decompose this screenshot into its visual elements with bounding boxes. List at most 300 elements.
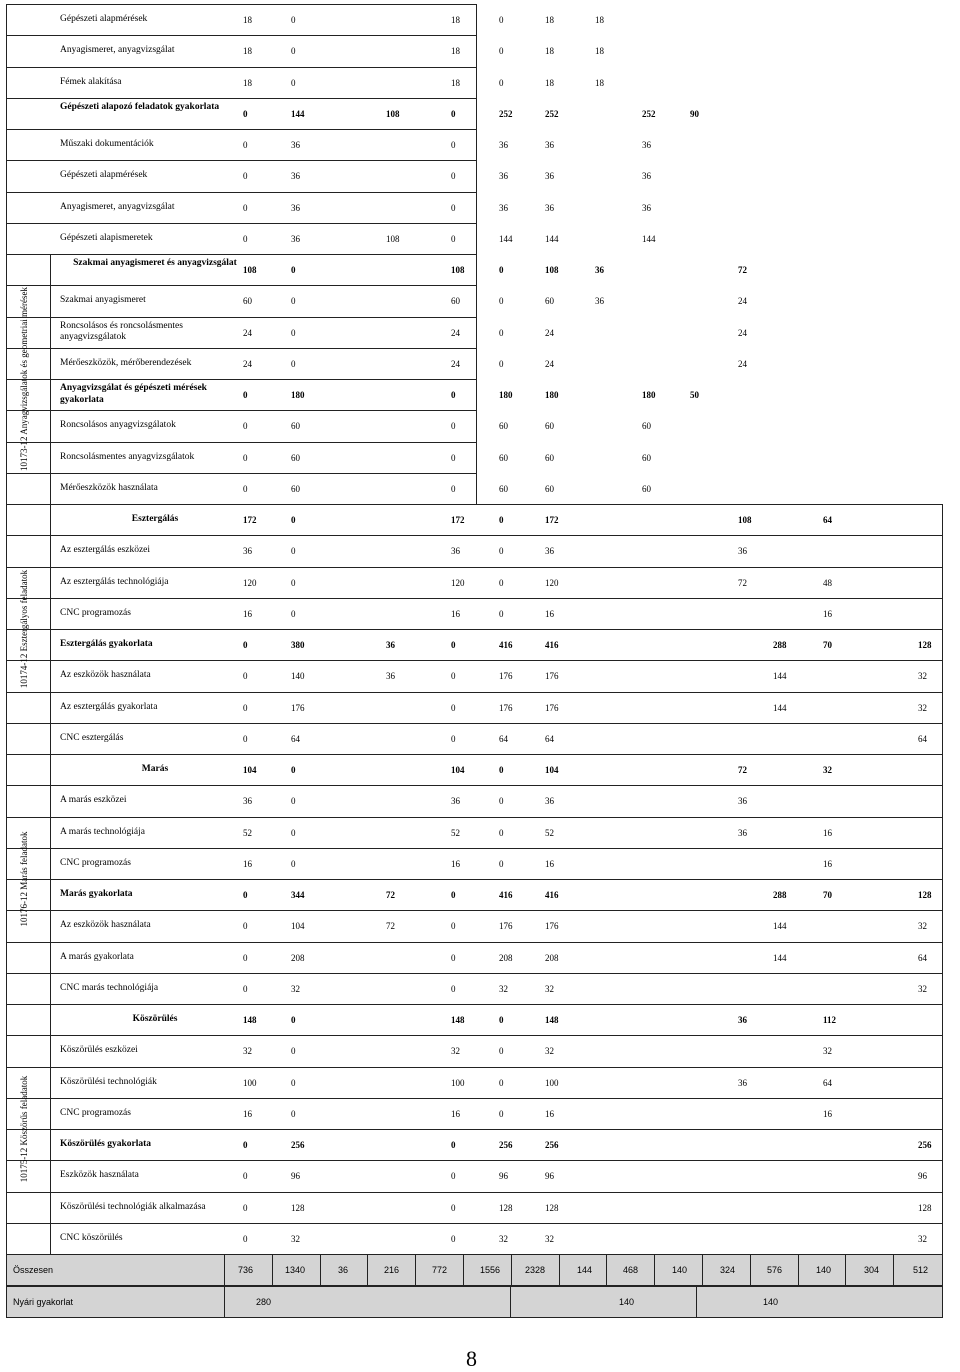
cell-value: 60: [545, 452, 554, 463]
cell-value: 32: [291, 1233, 300, 1244]
cell-value: 36: [738, 796, 747, 807]
cell-value: 0: [451, 702, 456, 713]
summary-value: 304: [864, 1265, 880, 1275]
summary-divider: [320, 1255, 321, 1285]
row-divider: [6, 535, 943, 536]
cell-value: 72: [386, 890, 395, 900]
row-label: A marás technológiája: [60, 826, 145, 837]
row-label: CNC köszörülés: [60, 1232, 123, 1243]
cell-value: 70: [823, 640, 832, 650]
group-divider: [50, 1004, 51, 1254]
row-label: CNC programozás: [60, 1107, 131, 1118]
cell-value: 256: [291, 1140, 305, 1150]
cell-value: 0: [451, 390, 456, 400]
cell-value: 36: [291, 202, 300, 213]
cell-value: 416: [499, 890, 513, 900]
row-divider: [6, 317, 476, 318]
cell-value: 256: [545, 1140, 559, 1150]
cell-value: 32: [918, 921, 927, 932]
summary-value: 576: [767, 1265, 783, 1275]
cell-value: 0: [451, 483, 456, 494]
cell-value: 0: [291, 77, 296, 88]
cell-value: 16: [451, 858, 460, 869]
cell-value: 36: [291, 171, 300, 182]
cell-value: 64: [545, 733, 554, 744]
cell-value: 16: [243, 608, 252, 619]
cell-value: 176: [499, 671, 513, 682]
cell-value: 144: [773, 921, 787, 932]
cell-value: 60: [499, 483, 508, 494]
cell-value: 0: [499, 46, 504, 57]
cell-value: 36: [642, 140, 651, 150]
cell-value: 416: [545, 890, 559, 900]
cell-value: 108: [545, 265, 559, 275]
cell-value: 0: [243, 1171, 248, 1182]
cell-value: 64: [499, 733, 508, 744]
cell-value: 108: [243, 265, 257, 275]
cell-value: 0: [291, 15, 296, 25]
cell-value: 0: [451, 952, 456, 963]
summary-divider: [750, 1255, 751, 1285]
summary-label: Összesen: [13, 1265, 54, 1275]
table-border-right-upper: [476, 4, 477, 504]
cell-value: 36: [642, 171, 651, 182]
cell-value: 0: [499, 515, 504, 525]
cell-value: 128: [499, 1202, 513, 1213]
group-divider: [50, 254, 51, 504]
cell-value: 60: [499, 452, 508, 463]
cell-value: 72: [738, 765, 747, 775]
cell-value: 72: [386, 921, 395, 932]
cell-value: 208: [545, 952, 559, 963]
cell-value: 18: [595, 77, 604, 88]
cell-value: 0: [243, 1202, 248, 1213]
cell-value: 144: [773, 671, 787, 682]
cell-value: 0: [499, 1015, 504, 1025]
cell-value: 36: [451, 796, 460, 807]
cell-value: 0: [291, 1108, 296, 1119]
row-label: Köszörülés gyakorlata: [60, 1139, 152, 1149]
cell-value: 36: [243, 796, 252, 807]
cell-value: 36: [386, 640, 395, 650]
cell-value: 0: [499, 77, 504, 88]
summary-value: 140: [816, 1265, 832, 1275]
cell-value: 0: [499, 1108, 504, 1119]
row-divider: [6, 348, 476, 349]
row-divider: [6, 910, 943, 911]
row-label: CNC programozás: [60, 607, 131, 618]
cell-value: 32: [499, 983, 508, 994]
summer-label: Nyári gyakorlat: [13, 1297, 74, 1307]
cell-value: 0: [291, 858, 296, 869]
row-label: Gépészeti alapozó feladatok gyakorlata: [60, 101, 220, 112]
cell-value: 0: [243, 640, 248, 650]
cell-value: 112: [823, 1015, 837, 1025]
cell-value: 18: [243, 46, 252, 57]
group-label-text: 10174-12 Esztergályos feladatok: [19, 569, 29, 689]
cell-value: 0: [243, 452, 248, 463]
cell-value: 24: [451, 358, 460, 369]
row-divider: [6, 754, 943, 755]
cell-value: 18: [595, 15, 604, 25]
cell-value: 96: [918, 1171, 927, 1182]
cell-value: 52: [451, 827, 460, 838]
cell-value: 96: [545, 1171, 554, 1182]
cell-value: 36: [738, 1015, 747, 1025]
row-divider: [6, 1129, 943, 1130]
row-divider: [6, 942, 943, 943]
group-label-text: 10176-12 Marás feladatok: [19, 831, 29, 927]
cell-value: 36: [499, 140, 508, 150]
cell-value: 0: [243, 140, 248, 150]
summary-value: 2328: [525, 1265, 546, 1275]
cell-value: 252: [642, 108, 656, 119]
row-divider: [6, 223, 476, 224]
cell-value: 172: [451, 515, 465, 525]
row-divider: [6, 1098, 943, 1099]
summary-row: [6, 1254, 943, 1286]
summary-divider: [845, 1255, 846, 1285]
cell-value: 60: [545, 483, 554, 494]
row-divider: [6, 1223, 943, 1224]
row-label: Az esztergálás technológiája: [60, 576, 169, 587]
row-label: Anyagvizsgálat és gépészeti mérések gyakorlata: [60, 383, 207, 405]
cell-value: 32: [823, 765, 832, 775]
row-label: Köszörülés: [132, 1014, 178, 1024]
row-label: Marás: [141, 764, 169, 774]
cell-value: 0: [451, 640, 456, 650]
group-label: [14, 754, 34, 1004]
cell-value: 288: [773, 640, 787, 650]
cell-value: 60: [545, 421, 554, 432]
cell-value: 0: [243, 983, 248, 994]
cell-value: 0: [451, 233, 456, 244]
summary-divider: [463, 1255, 464, 1285]
cell-value: 344: [291, 890, 305, 900]
cell-value: 0: [291, 327, 296, 338]
cell-value: 0: [291, 296, 296, 307]
row-label: Gépészeti alapmérések: [60, 14, 148, 24]
row-divider: [6, 67, 476, 68]
cell-value: 60: [545, 296, 554, 307]
summary-divider: [702, 1255, 703, 1285]
cell-value: 252: [545, 108, 559, 119]
cell-value: 108: [738, 515, 752, 525]
cell-value: 72: [738, 577, 747, 588]
cell-value: 52: [243, 827, 252, 838]
row-label: Az eszközök használata: [60, 670, 151, 681]
cell-value: 108: [386, 108, 400, 119]
row-divider: [6, 442, 476, 443]
cell-value: 0: [291, 1046, 296, 1057]
cell-value: 64: [823, 1077, 832, 1088]
cell-value: 36: [738, 546, 747, 557]
row-label: Szakmai anyagismeret: [60, 295, 146, 306]
cell-value: 180: [499, 390, 513, 400]
cell-value: 48: [823, 577, 832, 588]
cell-value: 416: [499, 640, 513, 650]
cell-value: 36: [451, 546, 460, 557]
cell-value: 176: [545, 671, 559, 682]
cell-value: 0: [291, 546, 296, 557]
row-divider: [6, 692, 943, 693]
cell-value: 0: [291, 1015, 296, 1025]
cell-value: 0: [291, 358, 296, 369]
row-label: Köszörülési technológiák alkalmazása: [60, 1201, 206, 1212]
table-border-right: [942, 504, 943, 1254]
cell-value: 16: [823, 858, 832, 869]
cell-value: 0: [243, 483, 248, 494]
cell-value: 60: [642, 452, 651, 463]
row-label: Esztergálás gyakorlata: [60, 639, 153, 649]
cell-value: 24: [243, 327, 252, 338]
row-label: A marás eszközei: [60, 795, 127, 806]
cell-value: 0: [499, 577, 504, 588]
cell-value: 120: [451, 577, 465, 588]
row-label: Anyagismeret, anyagvizsgálat: [60, 201, 175, 212]
summary-value: 1556: [480, 1265, 501, 1275]
cell-value: 60: [642, 421, 651, 432]
cell-value: 0: [451, 140, 456, 150]
cell-value: 32: [918, 1233, 927, 1244]
cell-value: 180: [642, 390, 656, 400]
row-divider: [6, 567, 943, 568]
summary-divider: [367, 1255, 368, 1285]
cell-value: 252: [499, 108, 513, 119]
cell-value: 176: [545, 921, 559, 932]
cell-value: 100: [545, 1077, 559, 1088]
summary-value: 216: [384, 1265, 400, 1275]
cell-value: 36: [291, 233, 300, 244]
cell-value: 0: [451, 421, 456, 432]
group-divider: [50, 754, 51, 1004]
cell-value: 0: [451, 1202, 456, 1213]
summary-value: 512: [913, 1265, 929, 1275]
group-label: [14, 504, 34, 754]
row-label: A marás gyakorlata: [60, 951, 134, 962]
cell-value: 0: [451, 733, 456, 744]
cell-value: 64: [918, 733, 927, 744]
cell-value: 36: [738, 827, 747, 838]
row-label: Roncsolásos és roncsolásmentes anyagvizsgálatok: [60, 320, 183, 342]
cell-value: 144: [773, 702, 787, 713]
row-divider: [6, 473, 476, 474]
summary-value: 1340: [285, 1265, 306, 1275]
page-number: 8: [466, 1346, 477, 1371]
cell-value: 416: [545, 640, 559, 650]
summary-divider: [606, 1255, 607, 1285]
cell-value: 96: [291, 1171, 300, 1182]
cell-value: 104: [451, 765, 465, 775]
cell-value: 0: [499, 1077, 504, 1088]
cell-value: 24: [243, 358, 252, 369]
summary-value: 144: [577, 1265, 593, 1275]
cell-value: 108: [386, 233, 400, 244]
cell-value: 108: [451, 265, 465, 275]
cell-value: 16: [823, 608, 832, 619]
group-divider: [50, 504, 51, 754]
cell-value: 176: [499, 702, 513, 713]
row-label: Gépészeti alapismeretek: [60, 232, 153, 243]
cell-value: 60: [291, 483, 300, 494]
cell-value: 0: [499, 296, 504, 307]
cell-value: 0: [243, 921, 248, 932]
cell-value: 0: [243, 1233, 248, 1244]
cell-value: 0: [451, 452, 456, 463]
cell-value: 0: [243, 390, 248, 400]
cell-value: 0: [243, 671, 248, 682]
cell-value: 32: [545, 1046, 554, 1057]
cell-value: 120: [243, 577, 257, 588]
cell-value: 24: [738, 358, 747, 369]
cell-value: 128: [918, 1202, 932, 1213]
cell-value: 24: [545, 358, 554, 369]
cell-value: 36: [642, 202, 651, 213]
row-divider: [6, 1160, 943, 1161]
cell-value: 0: [243, 171, 248, 182]
table-border-top: [6, 4, 476, 5]
cell-value: 60: [243, 296, 252, 307]
cell-value: 18: [545, 46, 554, 57]
row-divider: [6, 879, 943, 880]
cell-value: 0: [451, 171, 456, 182]
summary-divider: [224, 1255, 225, 1285]
cell-value: 18: [451, 77, 460, 88]
cell-value: 128: [918, 890, 932, 900]
cell-value: 32: [918, 671, 927, 682]
cell-value: 36: [291, 140, 300, 150]
cell-value: 16: [451, 1108, 460, 1119]
cell-value: 120: [545, 577, 559, 588]
cell-value: 0: [451, 671, 456, 682]
cell-value: 180: [291, 390, 305, 400]
group-label: [14, 254, 34, 504]
cell-value: 18: [243, 15, 252, 25]
row-divider: [6, 660, 943, 661]
cell-value: 0: [451, 983, 456, 994]
cell-value: 36: [595, 296, 604, 307]
row-divider: [6, 785, 943, 786]
cell-value: 32: [918, 983, 927, 994]
row-label: CNC esztergálás: [60, 732, 124, 743]
cell-value: 64: [823, 515, 832, 525]
row-divider: [6, 129, 476, 130]
row-divider: [6, 1067, 943, 1068]
cell-value: 104: [243, 765, 257, 775]
row-label: Az esztergálás eszközei: [60, 545, 151, 556]
cell-value: 36: [499, 171, 508, 182]
cell-value: 36: [545, 171, 554, 182]
cell-value: 24: [451, 327, 460, 338]
summary-value: 140: [672, 1265, 688, 1275]
summary-divider: [559, 1255, 560, 1285]
group-label-text: 10173-12 Anyagvizsgálatok és geometriai mérések: [19, 287, 29, 471]
cell-value: 144: [291, 108, 305, 119]
cell-value: 0: [499, 858, 504, 869]
cell-value: 288: [773, 890, 787, 900]
cell-value: 0: [291, 765, 296, 775]
cell-value: 128: [291, 1202, 305, 1213]
cell-value: 144: [499, 233, 513, 244]
cell-value: 0: [243, 1140, 248, 1150]
cell-value: 180: [545, 390, 559, 400]
row-label: Roncsolásmentes anyagvizsgálatok: [60, 451, 195, 462]
row-divider: [6, 410, 476, 411]
cell-value: 144: [642, 233, 656, 244]
cell-value: 0: [499, 827, 504, 838]
summer-divider: [224, 1287, 225, 1317]
cell-value: 36: [386, 671, 395, 682]
row-divider: [6, 629, 943, 630]
cell-value: 36: [738, 1077, 747, 1088]
row-divider: [6, 723, 943, 724]
cell-value: 0: [291, 265, 296, 275]
cell-value: 18: [243, 77, 252, 88]
cell-value: 18: [595, 46, 604, 57]
cell-value: 36: [545, 140, 554, 150]
cell-value: 60: [291, 452, 300, 463]
cell-value: 0: [451, 1233, 456, 1244]
cell-value: 0: [451, 202, 456, 213]
cell-value: 0: [499, 327, 504, 338]
summary-value: 772: [432, 1265, 448, 1275]
cell-value: 208: [291, 952, 305, 963]
cell-value: 96: [499, 1171, 508, 1182]
cell-value: 16: [451, 608, 460, 619]
cell-value: 32: [545, 983, 554, 994]
cell-value: 104: [545, 765, 559, 775]
row-divider: [6, 1035, 943, 1036]
cell-value: 60: [642, 483, 651, 494]
cell-value: 144: [545, 233, 559, 244]
cell-value: 36: [243, 546, 252, 557]
cell-value: 128: [545, 1202, 559, 1213]
summer-divider: [510, 1287, 511, 1317]
summer-value: 140: [763, 1297, 779, 1307]
row-divider: [6, 254, 476, 255]
row-label: Gépészeti alapmérések: [60, 170, 148, 181]
cell-value: 172: [545, 515, 559, 525]
cell-value: 32: [451, 1046, 460, 1057]
summer-value: 140: [619, 1297, 635, 1307]
cell-value: 0: [291, 608, 296, 619]
cell-value: 0: [451, 1140, 456, 1150]
cell-value: 72: [738, 265, 747, 275]
cell-value: 32: [918, 702, 927, 713]
cell-value: 0: [451, 108, 456, 119]
cell-value: 32: [545, 1233, 554, 1244]
group-label: [14, 1004, 34, 1254]
cell-value: 148: [243, 1015, 257, 1025]
cell-value: 0: [243, 733, 248, 744]
row-divider: [6, 817, 943, 818]
cell-value: 50: [690, 390, 699, 400]
cell-value: 60: [291, 421, 300, 432]
summer-value: 280: [256, 1297, 272, 1307]
row-label: Anyagismeret, anyagvizsgálat: [60, 45, 175, 56]
row-label: Műszaki dokumentációk: [60, 139, 154, 149]
cell-value: 0: [243, 702, 248, 713]
cell-value: 24: [545, 327, 554, 338]
cell-value: 0: [499, 765, 504, 775]
cell-value: 18: [451, 15, 460, 25]
cell-value: 100: [243, 1077, 257, 1088]
cell-value: 176: [499, 921, 513, 932]
summary-divider: [798, 1255, 799, 1285]
cell-value: 0: [499, 796, 504, 807]
summary-value: 36: [338, 1265, 349, 1275]
cell-value: 36: [595, 265, 604, 275]
